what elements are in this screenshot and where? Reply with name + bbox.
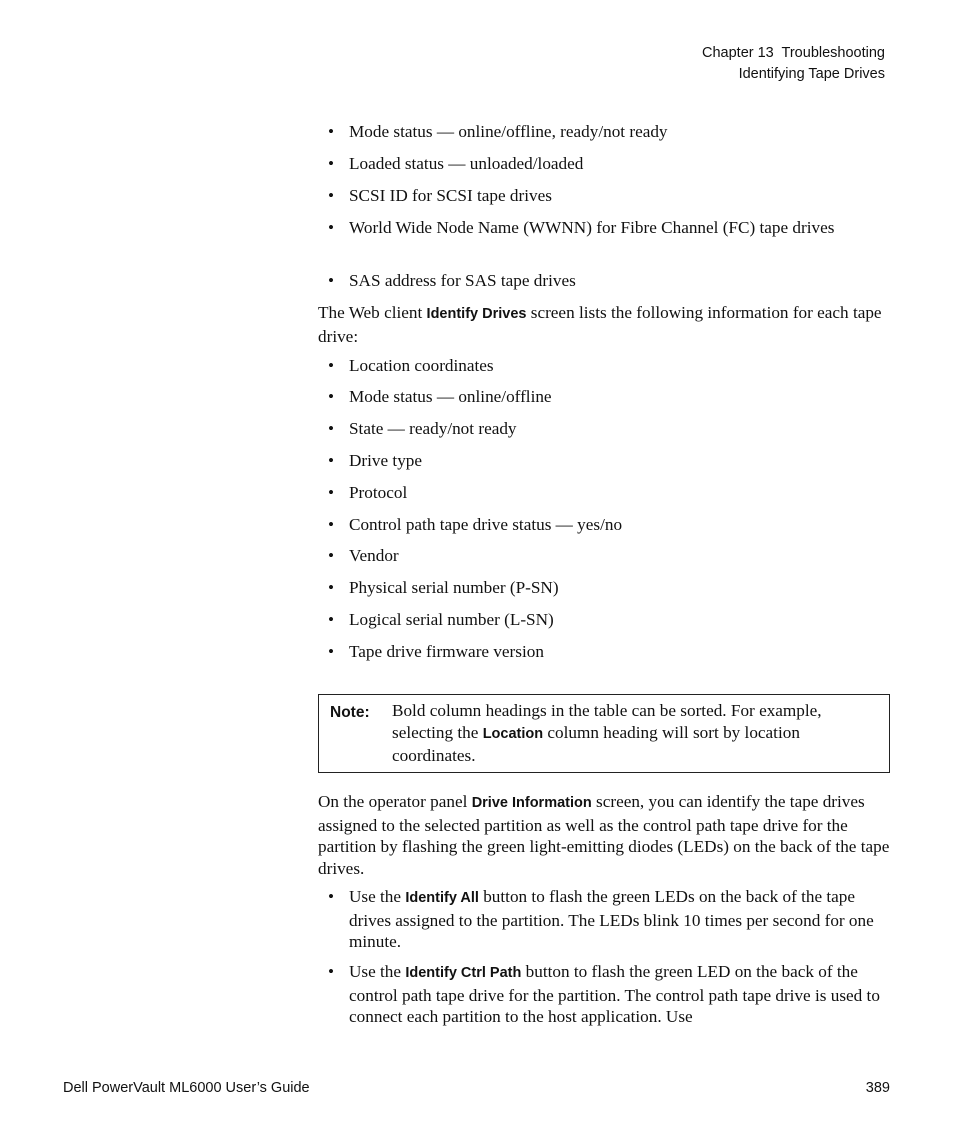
- list-item: • World Wide Node Name (WWNN) for Fibre Channel (FC) tape drives: [328, 218, 835, 237]
- webclient-paragraph: The Web client Identify Drives screen lists the following information for each tape drive:: [318, 303, 882, 346]
- list-item: • Drive type: [328, 451, 423, 470]
- ui-term: Drive Information: [471, 795, 592, 811]
- list-item: • Tape drive firmware version: [328, 642, 544, 661]
- list-item: • Vendor: [328, 546, 399, 565]
- ui-term: Identify All: [405, 890, 479, 906]
- operator-paragraph: On the operator panel Drive Information screen, you can identify the tape drives assigned to the selected partition as well as the control path tape drive for the partition by flashing the green light-emitting diodes (LEDs) on the back of the tape drives.: [318, 792, 890, 878]
- ui-term: Identify Ctrl Path: [405, 965, 522, 981]
- list-item: • State — ready/not ready: [328, 419, 517, 438]
- list-item: • Protocol: [328, 483, 408, 502]
- list-item: • Loaded status — unloaded/loaded: [328, 154, 584, 173]
- ui-term: Location: [482, 725, 544, 742]
- list-item: • Use the Identify Ctrl Path button to flash the green LED on the back of the control path tape drive for the partition. The control path tape drive is used to connect each partition to the host application. Use: [328, 962, 880, 1026]
- note-box: [318, 694, 890, 773]
- list-item: • Mode status — online/offline: [328, 387, 552, 406]
- header-chapter: Chapter 13 Troubleshooting: [702, 45, 885, 61]
- footer-title: Dell PowerVault ML6000 User’s Guide: [63, 1080, 310, 1096]
- list-item: • Mode status — online/offline, ready/not ready: [328, 122, 668, 141]
- list-item: • Logical serial number (L-SN): [328, 610, 554, 629]
- list-item: • Control path tape drive status — yes/no: [328, 515, 623, 534]
- list-item: • Physical serial number (P-SN): [328, 578, 559, 597]
- list-item: • SAS address for SAS tape drives: [328, 271, 576, 290]
- running-header: [702, 43, 885, 85]
- ui-term: Identify Drives: [426, 306, 527, 322]
- list-item: • Location coordinates: [328, 356, 494, 375]
- list-item: • Use the Identify All button to flash the green LEDs on the back of the tape drives assigned to the partition. The LEDs blink 10 times per second for one minute.: [328, 887, 874, 951]
- list-item: • SCSI ID for SCSI tape drives: [328, 186, 552, 205]
- note-label: Note:: [330, 704, 370, 721]
- header-section: Identifying Tape Drives: [738, 66, 885, 82]
- page-number: 389: [865, 1080, 890, 1096]
- note-text: Bold column headings in the table can be sorted. For example, selecting the Location column heading will sort by location coordinates.: [392, 701, 822, 765]
